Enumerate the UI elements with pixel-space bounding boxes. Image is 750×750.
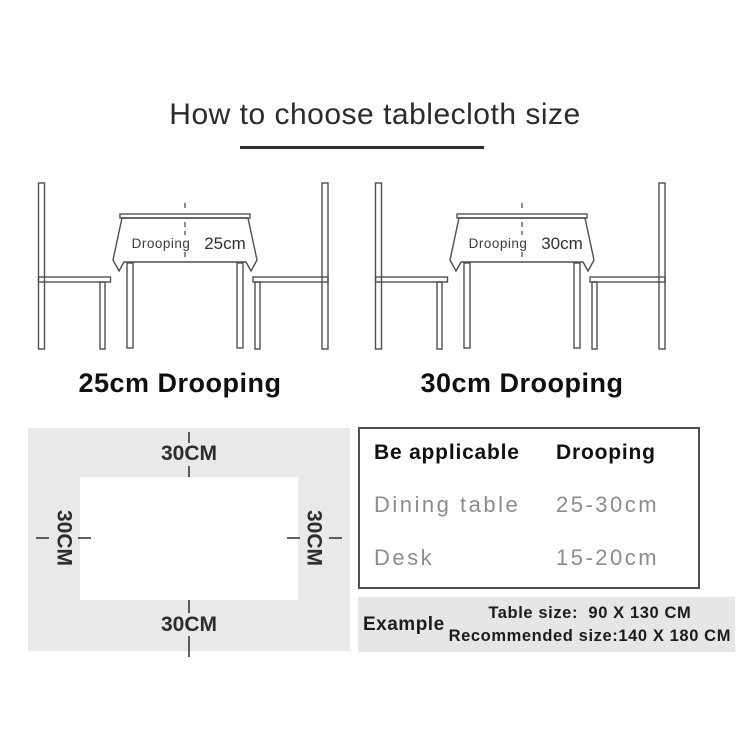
cell-desk: Desk (374, 545, 435, 570)
table-row (360, 545, 698, 571)
margin-bottom-label: 30CM (160, 613, 218, 636)
tablecloth-margin-diagram (28, 428, 350, 660)
drooping-value: 25cm (204, 234, 246, 253)
table-with-cloth-icon (113, 203, 257, 348)
right-chair-icon (590, 183, 665, 349)
header-drooping: Drooping (556, 441, 656, 464)
table-top-area (80, 477, 298, 600)
caption-25cm-drooping: 25cm Drooping (78, 368, 282, 398)
left-chair-icon (376, 183, 448, 349)
table-header-row (360, 441, 698, 465)
example-recommended-size: Recommended size:140 X 180 CM (448, 626, 732, 645)
table-scene-30cm-illustration (357, 168, 677, 353)
title-underline (240, 146, 484, 149)
margin-left-label: 30CM (52, 509, 76, 567)
page-title: How to choose tablecloth size (169, 98, 581, 131)
caption-30cm-drooping: 30cm Drooping (420, 368, 624, 398)
right-chair-icon (253, 183, 328, 349)
cell-dining-drooping: 25-30cm (556, 492, 660, 517)
table-row (360, 492, 698, 518)
header-be-applicable: Be applicable (374, 441, 520, 464)
drooping-label: Drooping (468, 236, 528, 251)
left-chair-icon (39, 183, 111, 349)
drooping-label: Drooping (131, 236, 191, 251)
margin-right-label: 30CM (302, 509, 326, 567)
drooping-size-table (358, 427, 700, 589)
example-lines (445, 602, 735, 648)
cell-dining-table: Dining table (374, 492, 521, 517)
example-label: Example (363, 613, 445, 635)
example-table-size: Table size: 90 X 130 CM (488, 603, 692, 622)
margin-top-label: 30CM (160, 442, 218, 465)
example-box (358, 597, 735, 652)
cell-desk-drooping: 15-20cm (556, 545, 660, 570)
table-with-cloth-icon (450, 203, 594, 348)
drooping-value: 30cm (541, 234, 583, 253)
table-scene-25cm-illustration (20, 168, 340, 353)
